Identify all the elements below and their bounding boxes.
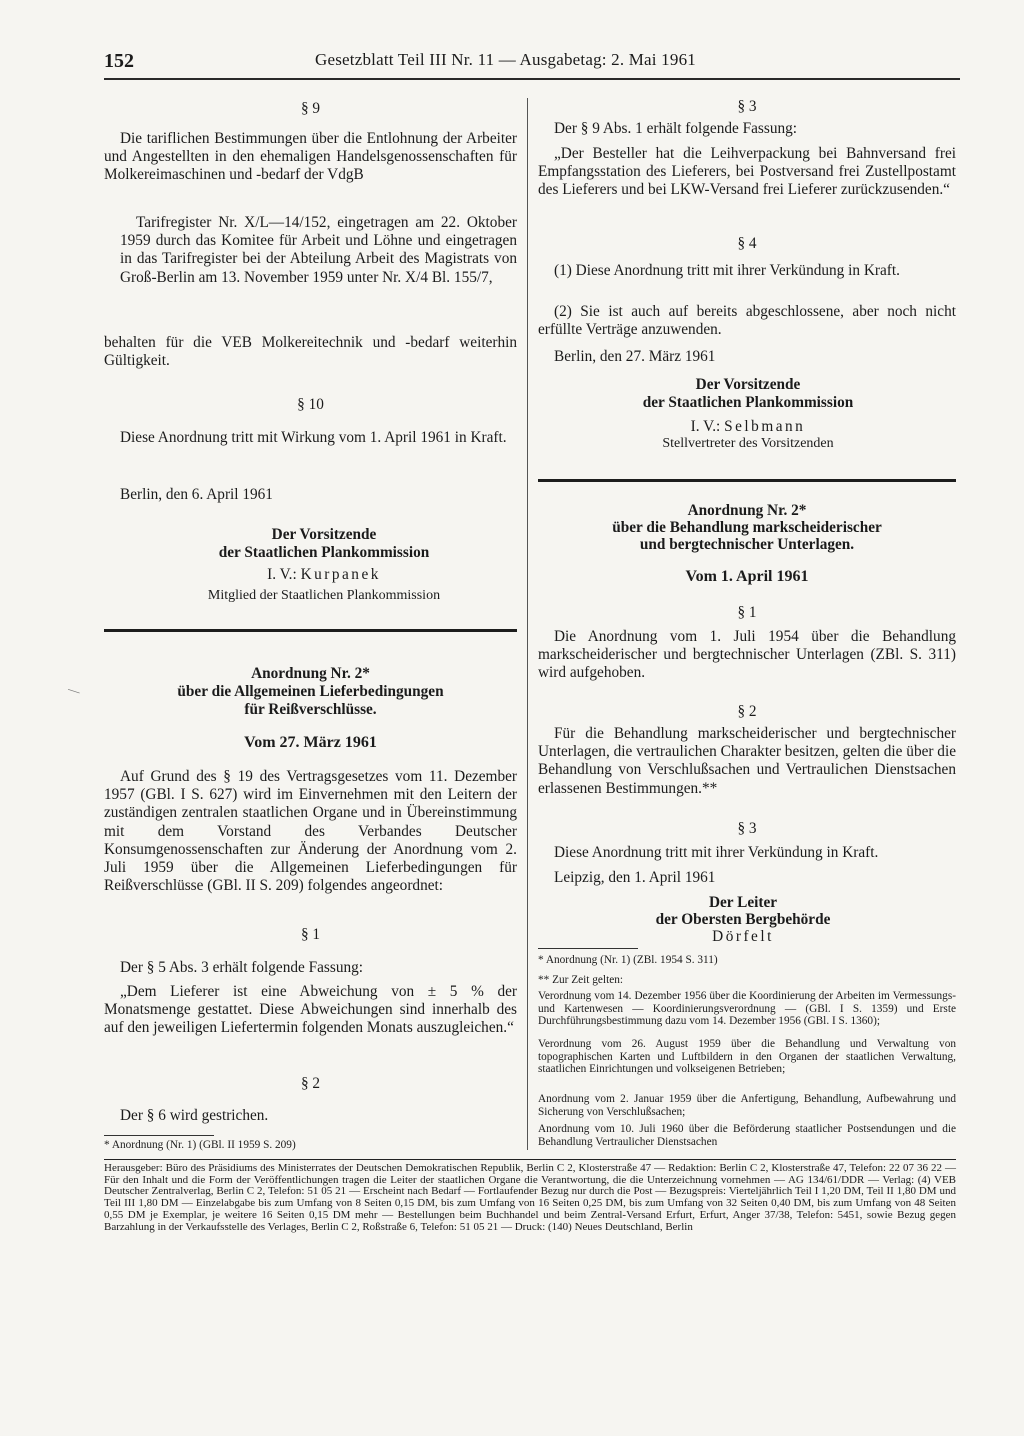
imprint-rule (104, 1159, 956, 1160)
s4-paragraph-2: (2) Sie ist auch auf bereits abgeschlossene, aber noch nicht erfüllte Verträge anzuwenden. (538, 303, 956, 339)
ordinance-title-1: Anordnung Nr. 2* (687, 502, 807, 519)
ordinance-title-2: über die Allgemeinen Lieferbedingungen (177, 683, 444, 700)
separator-rule (538, 479, 956, 482)
signatory-name: Selbmann (724, 418, 806, 435)
section-heading-2: § 2 (300, 1075, 321, 1092)
s2-text: Der § 6 wird gestrichen. (120, 1107, 269, 1124)
ordinance-title-3: für Reißverschlüsse. (244, 701, 377, 718)
column-divider (527, 98, 528, 1150)
s1-quote: „Dem Lieferer ist eine Abweichung von ± 5 % der Monatsmenge gestattet. Diese Abweichungen sind innerhalb des auf den jeweiligen Liefertermin folgenden Monats auszugleichen.“ (104, 983, 517, 1037)
signature-prefix: I. V.: (690, 418, 725, 435)
r-s2-text: Für die Behandlung markscheiderischer und bergtechnischer Unterlagen, die vertraulichen Charakter besitzen, gelten die über die Behandlung von Verschlußsachen und Vertraulichen Dienstsachen erlassenen Bestimmungen.** (538, 725, 956, 797)
ordinance-date: Vom 27. März 1961 (244, 734, 377, 751)
signature-name (608, 418, 888, 436)
s9-closing: behalten für die VEB Molkereitechnik und -bedarf weiterhin Gültigkeit. (104, 334, 517, 370)
s9-intro: Die tariflichen Bestimmungen über die Entlohnung der Arbeiter und Angestellten in den ehemaligen Handelsgenossenschaften für Molkereimaschinen und -bedarf der VdgB (104, 130, 517, 184)
imprint: Herausgeber: Büro des Präsidiums des Ministerrates der Deutschen Demokratischen Republik, Berlin C 2, Klosterstraße 47 — Redaktion: Berlin C 2, Klosterstraße 47, Telefon: 22 07 36 22 — Für den Inhalt und die Form der Veröffentlichungen tragen die Leiter der staatlichen Organe die Verantwortung, die die Unterzeichnung vornehmen — AG 134/61/DDR — Verlag: (4) VEB Deutscher Zentralverlag, Berlin C 2, Telefon: 51 05 21 — Erscheint nach Bedarf — Fortlaufender Bezug nur durch die Post — Bezugspreis: Vierteljährlich Teil I 1,20 DM, Teil II 1,80 DM und Teil III 1,80 DM — Einzelabgabe bis zum Umfang von 8 Seiten 0,15 DM, bis zum Umfang von 16 Seiten 0,25 DM, bis zum Umfang von 32 Seiten 0,40 DM, bis zum Umfang von 48 Seiten 0,55 DM je Exemplar, je weitere 16 Seiten 0,15 DM mehr — Bestellungen beim Buchhandel und beim Zentral-Versand Erfurt, Erfurt, Anger 37/38, Telefon: 5451, sowie Bezug gegen Barzahlung in der Verkaufsstelle des Verlages, Berlin C 2, Roßstraße 6, Telefon: 51 05 21 — Druck: (140) Neues Deutschland, Berlin (104, 1162, 956, 1233)
sig-name: Dörfelt (712, 928, 774, 945)
footnote: * Anordnung (Nr. 1) (GBl. II 1959 S. 209) (104, 1139, 296, 1151)
signature-prefix: I. V.: (267, 566, 301, 583)
s3-quote: „Der Besteller hat die Leihverpackung bei Bahnversand frei Empfangsstation des Lieferers, bei Postversand frei Zustellpostamt des Lieferers und bei LKW-Versand frei Lieferer zurückzusenden.“ (538, 145, 956, 199)
page-number: 152 (104, 50, 134, 72)
footnote-rule (538, 948, 638, 949)
signature-title-line1: Der Vorsitzende (271, 526, 377, 543)
footnote-2-head: ** Zur Zeit gelten: (538, 974, 624, 986)
sig-title-1: Der Leiter (708, 894, 778, 911)
section-heading-4: § 4 (737, 235, 757, 252)
footnote-1: * Anordnung (Nr. 1) (ZBl. 1954 S. 311) (538, 954, 718, 966)
r-s1-text: Die Anordnung vom 1. Juli 1954 über die Behandlung markscheiderischer und bergtechnischer Unterlagen (ZBl. S. 311) wird aufgehoben. (538, 628, 956, 682)
signatory-name: Kurpanek (300, 566, 381, 583)
signature-title-line2: der Staatlichen Plankommission (218, 544, 430, 561)
ordinance-title-3: und bergtechnischer Unterlagen. (639, 536, 855, 553)
signature-title-line1: Der Vorsitzende (695, 376, 801, 393)
signature-name (184, 566, 464, 584)
section-heading-1: § 1 (300, 926, 321, 943)
s4-paragraph-1: (1) Diese Anordnung tritt mit ihrer Verkündung in Kraft. (554, 262, 900, 279)
footnote-rule (104, 1135, 214, 1136)
header-rule (104, 78, 960, 80)
s9-register: Tarifregister Nr. X/L—14/152, eingetragen am 22. Oktober 1959 durch das Komitee für Arbeit und Löhne und eingetragen in das Tarifregister bei der Abteilung Arbeit des Magistrats von Groß-Berlin am 13. November 1959 unter Nr. X/4 Bl. 155/7, (120, 214, 517, 286)
signature-role: Stellvertreter des Vorsitzenden (662, 436, 834, 451)
footnote-2-b: Verordnung vom 26. August 1959 über die Behandlung und Verwaltung von topographischen Karten und Luftbildern in den Organen der staatlichen Verwaltung, staatlichen Einrichtungen und volkseigenen Betrieben; (538, 1038, 956, 1076)
ordinance-date: Vom 1. April 1961 (685, 568, 809, 585)
s1-text: Der § 5 Abs. 3 erhält folgende Fassung: (120, 959, 364, 976)
running-title: Gesetzblatt Teil III Nr. 11 — Ausgabetag: 2. Mai 1961 (315, 50, 696, 69)
footnote-2-a: Verordnung vom 14. Dezember 1956 über die Koordinierung der Arbeiten im Vermessungs- und Kartenwesen — Koordinierungsverordnung — (GBl. I S. 1359) und Erste Durchführungsbestimmung dazu vom 14. Dezember 1956 (GBl. I S. 1360); (538, 990, 956, 1028)
place-date: Berlin, den 6. April 1961 (120, 486, 273, 503)
ordinance-preamble: Auf Grund des § 19 des Vertragsgesetzes vom 11. Dezember 1957 (GBl. I S. 627) wird im Einvernehmen mit den Leitern der zuständigen zentralen staatlichen Organe und in Übereinstimmung mit dem Vorstand des Verbandes Deutscher Konsumgenossenschaften zur Änderung der Anordnung vom 2. Juli 1959 über die Allgemeinen Lieferbedingungen für Reißverschlüsse (GBl. II S. 209) folgendes angeordnet: (104, 768, 517, 895)
page-header (104, 48, 960, 76)
section-heading-9: § 9 (300, 100, 321, 117)
section-heading-1: § 1 (737, 604, 757, 621)
signature-role: Mitglied der Staatlichen Plankommission (207, 588, 441, 603)
place-date-leipzig: Leipzig, den 1. April 1961 (554, 869, 716, 886)
scan-mark: — (66, 681, 83, 699)
ordinance-title-1: Anordnung Nr. 2* (251, 665, 370, 682)
s3-text: Der § 9 Abs. 1 erhält folgende Fassung: (554, 120, 798, 137)
footnote-2-d: Anordnung vom 10. Juli 1960 über die Beförderung staatlicher Postsendungen und die Behandlung Vertraulicher Dienstsachen (538, 1123, 956, 1148)
place-date: Berlin, den 27. März 1961 (554, 348, 716, 365)
signature-title-line2: der Staatlichen Plankommission (642, 394, 854, 411)
footnote-2-c: Anordnung vom 2. Januar 1959 über die Anfertigung, Behandlung, Aufbewahrung und Sicherung von Verschlußsachen; (538, 1093, 956, 1118)
ordinance-title-2: über die Behandlung markscheiderischer (612, 519, 882, 536)
s10-text: Diese Anordnung tritt mit Wirkung vom 1. April 1961 in Kraft. (120, 429, 507, 446)
separator-rule (104, 629, 517, 632)
sig-title-2: der Obersten Bergbehörde (655, 911, 831, 928)
section-heading-10: § 10 (297, 396, 324, 413)
section-heading-3b: § 3 (737, 820, 757, 837)
section-heading-2: § 2 (737, 703, 757, 720)
r-s3-text: Diese Anordnung tritt mit ihrer Verkündung in Kraft. (554, 844, 879, 861)
section-heading-3: § 3 (737, 98, 757, 115)
